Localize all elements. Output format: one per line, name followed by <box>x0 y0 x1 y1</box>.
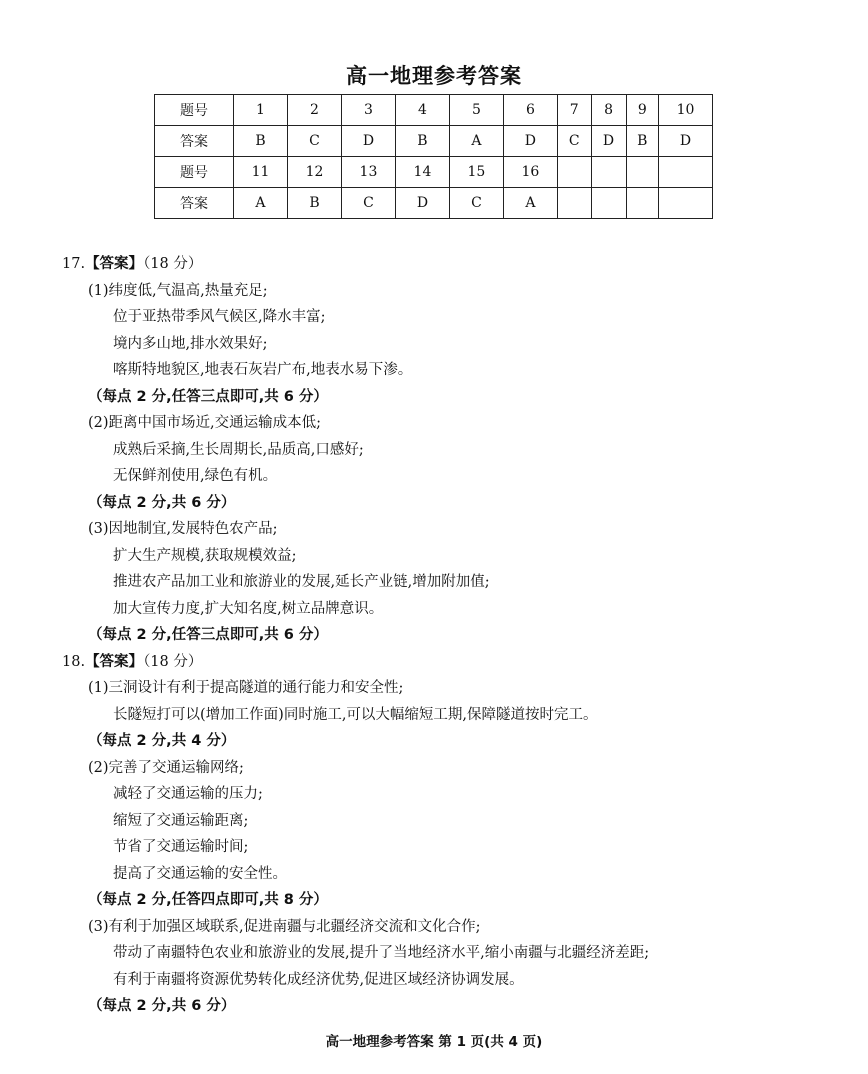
page-footer: 高一地理参考答案 第 1 页(共 4 页) <box>325 1034 543 1050</box>
table-cell: A <box>449 126 503 157</box>
q18-part1-score: （每点 2 分,共 4 分） <box>88 733 236 749</box>
q17-part1-item: 境内多山地,排水效果好; <box>113 336 268 352</box>
q18-part3-item: 有利于南疆将资源优势转化成经济优势,促进区域经济协调发展。 <box>113 972 524 988</box>
q17-part1-score: （每点 2 分,任答三点即可,共 6 分） <box>88 389 328 405</box>
q17-part3-item: 加大宣传力度,扩大知名度,树立品牌意识。 <box>113 601 384 617</box>
table-cell: A <box>503 188 557 219</box>
table-cell: 10 <box>658 95 712 126</box>
table-cell <box>557 157 591 188</box>
q18-part2-item: 提高了交通运输的安全性。 <box>113 866 287 882</box>
q18-part2-lead: (2)完善了交通运输网络; <box>88 760 244 776</box>
table-cell: 15 <box>449 157 503 188</box>
row-label: 答案 <box>155 126 234 157</box>
q18-part2-item: 减轻了交通运输的压力; <box>113 786 263 802</box>
table-row <box>155 126 713 157</box>
table-cell <box>591 157 626 188</box>
table-row <box>155 188 713 219</box>
q18-part3-score: （每点 2 分,共 6 分） <box>88 998 236 1014</box>
table-row <box>155 157 713 188</box>
answer-tag: 【答案】 <box>85 654 144 670</box>
table-cell: B <box>234 126 288 157</box>
table-row <box>155 95 713 126</box>
q18-part2-score: （每点 2 分,任答四点即可,共 8 分） <box>88 892 328 908</box>
row-label: 答案 <box>155 188 234 219</box>
question-17-heading <box>62 254 202 274</box>
q17-part2-score: （每点 2 分,共 6 分） <box>88 495 236 511</box>
q17-part3-lead: (3)因地制宜,发展特色农产品; <box>88 521 278 537</box>
table-cell: 5 <box>449 95 503 126</box>
table-cell <box>658 157 712 188</box>
table-cell: C <box>341 188 395 219</box>
table-cell <box>626 188 658 219</box>
table-cell: B <box>395 126 449 157</box>
q17-part3-score: （每点 2 分,任答三点即可,共 6 分） <box>88 627 328 643</box>
table-cell: C <box>287 126 341 157</box>
table-cell: 2 <box>287 95 341 126</box>
table-cell: B <box>626 126 658 157</box>
question-number: 18. <box>62 654 86 670</box>
q17-part2-lead: (2)距离中国市场近,交通运输成本低; <box>88 415 322 431</box>
table-cell: C <box>449 188 503 219</box>
row-label: 题号 <box>155 95 234 126</box>
table-cell <box>557 188 591 219</box>
q17-part3-item: 扩大生产规模,获取规模效益; <box>113 548 297 564</box>
answer-table <box>154 94 713 219</box>
q17-part3-item: 推进农产品加工业和旅游业的发展,延长产业链,增加附加值; <box>113 574 490 590</box>
q18-part1-lead: (1)三洞设计有利于提高隧道的通行能力和安全性; <box>88 680 404 696</box>
table-cell: D <box>395 188 449 219</box>
table-cell: 14 <box>395 157 449 188</box>
question-points: （18 分） <box>143 256 203 272</box>
table-cell: D <box>341 126 395 157</box>
table-cell: 7 <box>557 95 591 126</box>
q17-part1-item: 位于亚热带季风气候区,降水丰富; <box>113 309 326 325</box>
table-cell: B <box>287 188 341 219</box>
q17-part1-lead: (1)纬度低,气温高,热量充足; <box>88 283 268 299</box>
q17-part1-item: 喀斯特地貌区,地表石灰岩广布,地表水易下渗。 <box>113 362 413 378</box>
table-cell <box>626 157 658 188</box>
table-cell: 8 <box>591 95 626 126</box>
page-title: 高一地理参考答案 <box>346 64 522 88</box>
table-cell: 11 <box>234 157 288 188</box>
q18-part3-lead: (3)有利于加强区域联系,促进南疆与北疆经济交流和文化合作; <box>88 919 481 935</box>
question-points: （18 分） <box>143 654 203 670</box>
table-cell: 12 <box>287 157 341 188</box>
table-cell: 4 <box>395 95 449 126</box>
table-cell: A <box>234 188 288 219</box>
q17-part2-item: 无保鲜剂使用,绿色有机。 <box>113 468 278 484</box>
q18-part3-item: 带动了南疆特色农业和旅游业的发展,提升了当地经济水平,缩小南疆与北疆经济差距; <box>113 945 650 961</box>
table-cell: C <box>557 126 591 157</box>
answer-tag: 【答案】 <box>85 256 144 272</box>
table-cell <box>591 188 626 219</box>
table-cell <box>658 188 712 219</box>
table-cell: D <box>591 126 626 157</box>
table-cell: 16 <box>503 157 557 188</box>
table-cell: 9 <box>626 95 658 126</box>
q18-part2-item: 节省了交通运输时间; <box>113 839 249 855</box>
table-cell: 13 <box>341 157 395 188</box>
q18-part1-item: 长隧短打可以(增加工作面)同时施工,可以大幅缩短工期,保障隧道按时完工。 <box>113 707 598 723</box>
q18-part2-item: 缩短了交通运输距离; <box>113 813 249 829</box>
row-label: 题号 <box>155 157 234 188</box>
question-number: 17. <box>62 256 86 272</box>
table-cell: 1 <box>234 95 288 126</box>
q17-part2-item: 成熟后采摘,生长周期长,品质高,口感好; <box>113 442 364 458</box>
table-cell: D <box>658 126 712 157</box>
question-18-heading <box>62 652 202 672</box>
table-cell: 3 <box>341 95 395 126</box>
table-cell: 6 <box>503 95 557 126</box>
table-cell: D <box>503 126 557 157</box>
